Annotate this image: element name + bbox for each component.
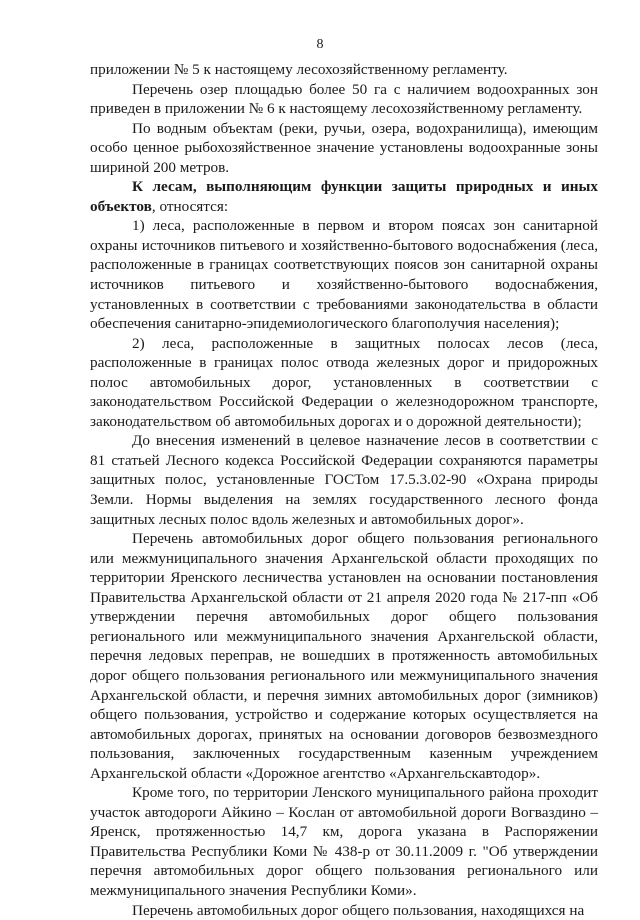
protective-forests-heading-bold: К лесам, выполняющим функции защиты природных и иных объектов xyxy=(90,178,598,215)
paragraph-water-protection-zones: По водным объектам (реки, ручьи, озера, водохранилища), имеющим особо ценное рыбохозяйственное значение установлены водоохранные зоны шириной 200 метров. xyxy=(90,119,598,176)
page-body xyxy=(90,60,598,920)
list-item-protective-strips: 2) леса, расположенные в защитных полосах лесов (леса, расположенные в границах полос отвода железных дорог и придорожных полос автомобильных дорог, установленных в соответствии с законодательством Российской Федерации о железнодорожном транспорте, законодательством об автомобильных дорогах и о дорожной деятельности); xyxy=(90,334,598,430)
paragraph-protective-forests-heading xyxy=(90,177,598,216)
paragraph-roads-list-continuation: Перечень автомобильных дорог общего пользования, находящихся на xyxy=(132,901,585,919)
list-item-sanitary-zones: 1) леса, расположенные в первом и втором поясах зон санитарной охраны источников питьевого и хозяйственно-бытового водоснабжения (леса, расположенные в границах соответствующих поясов зон санитарной охраны источников питьевого и хозяйственно-бытового водоснабжения, установленных в соответствии с требованиями законодательства в области обеспечения санитарно-эпидемиологического благополучия населения); xyxy=(90,217,598,333)
paragraph-arkhangelsk-roads: Перечень автомобильных дорог общего пользования регионального или межмуниципального значения Архангельской области проходящих по территории Яренского лесничества установлен на основании постановления Правительства Архангельской области от 21 апреля 2020 года № 217-пп «Об утверждении перечня автомобильных дорог общего пользования регионального или межмуниципального значения Архангельской области, перечня ледовых переправ, не вошедших в протяженность автомобильных дорог общего пользования регионального или межмуниципального значения Архангельской области, и перечня зимних автомобильных дорог (зимников) общего пользования, устройство и содержание которых осуществляется на автомобильных дорогах, принятых на основании договоров безвозмездного пользования, заключенных государственным казенным учреждением Архангельской области «Дорожное агентство «Архангельскавтодор». xyxy=(90,530,598,782)
paragraph-lakes: Перечень озер площадью более 50 га с наличием водоохранных зон приведен в приложении № 6 к настоящему лесохозяйственному регламенту. xyxy=(90,80,598,118)
paragraph-gost-strips: До внесения изменений в целевое назначение лесов в соответствии с 81 статьей Лесного кодекса Российской Федерации сохраняются параметры защитных полос, установленные ГОСТом 17.5.3.02-90 «Охрана природы Земли. Нормы выделения на землях государственного лесного фонда защитных лесных полос вдоль железных и автомобильных дорог». xyxy=(90,432,598,528)
page-number: 8 xyxy=(316,37,324,52)
protective-forests-heading-rest: , относятся: xyxy=(151,197,229,215)
paragraph-continuation: приложении № 5 к настоящему лесохозяйственному регламенту. xyxy=(90,61,508,78)
paragraph-komi-road: Кроме того, по территории Ленского муниципального района проходит участок автодороги Айкино – Кослан от автомобильной дороги Вогваздино – Яренск, протяженностью 14,7 км, дорога указана в Распоряжении Правительства Республики Коми № 438-р от 30.11.2009 г. "Об утверждении перечня автомобильных дорог общего пользования регионального или межмуниципального значения Республики Коми». xyxy=(90,784,598,899)
